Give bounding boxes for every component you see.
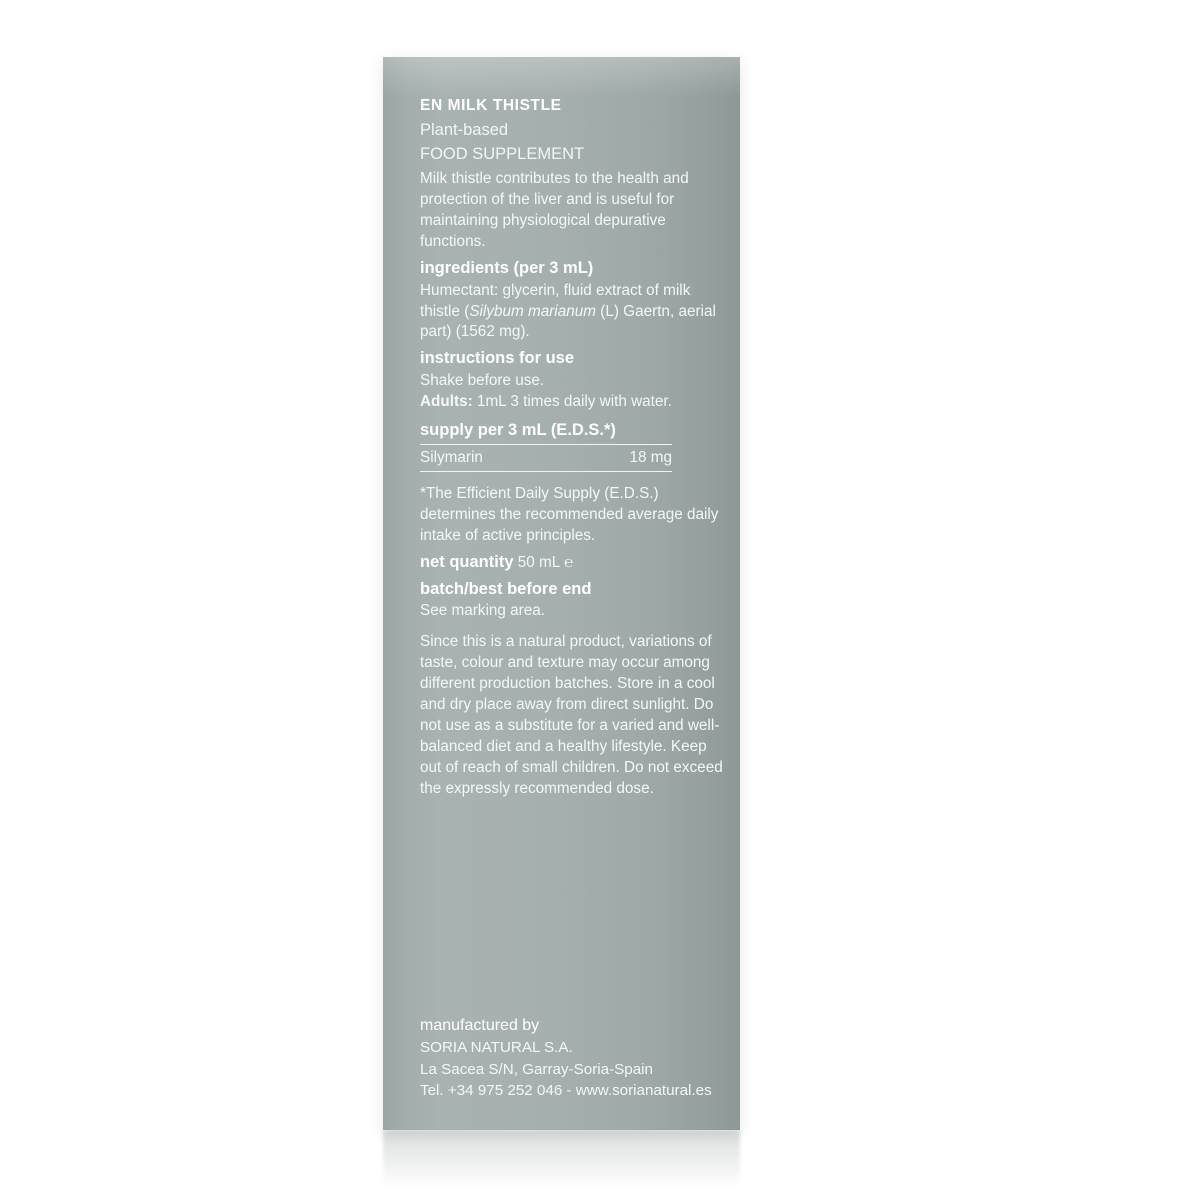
brand-title: EN MILK THISTLE xyxy=(420,97,562,114)
instructions-heading: instructions for use xyxy=(420,349,575,368)
net-quantity-label: net quantity xyxy=(420,552,514,571)
product-type-line-2: FOOD SUPPLEMENT xyxy=(420,144,585,163)
box-reflection xyxy=(383,1130,740,1188)
health-claim-text: Milk thistle contributes to the health and protection of the liver and is useful for maintaining physiological depurative functions. xyxy=(420,170,689,251)
net-quantity-value: 50 mL ℮ xyxy=(513,553,574,571)
supplement-package-box xyxy=(383,57,740,1130)
warnings-text: Since this is a natural product, variations of taste, colour and texture may occur among different production batches. Store in a cool and dry place away from direct sunlight. Do not use as a substitute for a varied and well-balanced diet and a healthy lifestyle. Keep out of reach of small children. Do not exceed the expressly recommended dose. xyxy=(420,633,723,798)
product-type-line-1: Plant-based xyxy=(420,121,509,140)
supply-row-name: Silymarin xyxy=(420,448,483,466)
supply-table-row xyxy=(420,445,672,472)
ingredients-botanical-name: Silybum marianum xyxy=(469,302,596,320)
supply-row-amount: 18 mg xyxy=(629,448,672,466)
dose-text: 1mL 3 times daily with water. xyxy=(472,392,672,410)
ingredients-text-part-1: Humectant: glycerin, fluid extract of milk thistle ( xyxy=(420,281,691,320)
ingredients-heading: ingredients (per 3 mL) xyxy=(420,259,594,278)
instructions-line-1: Shake before use. xyxy=(420,371,545,389)
manufacturer-block xyxy=(420,1015,732,1102)
box-top-highlight xyxy=(383,57,740,97)
dose-label: Adults: xyxy=(420,392,473,410)
instructions-dose xyxy=(420,392,732,413)
batch-text: See marking area. xyxy=(420,602,545,620)
batch-heading: batch/best before end xyxy=(420,580,592,599)
supply-table xyxy=(420,421,672,472)
ingredients-text-part-2: (L) Gaertn, aerial part) (1562 mg). xyxy=(420,302,716,341)
manufacturer-heading: manufactured by xyxy=(420,1016,540,1034)
manufacturer-address: La Sacea S/N, Garray-Soria-Spain xyxy=(420,1060,653,1078)
ingredients-text xyxy=(420,281,732,344)
package-label-panel xyxy=(420,95,732,800)
net-quantity-line xyxy=(420,551,732,574)
manufacturer-company: SORIA NATURAL S.A. xyxy=(420,1039,573,1057)
supply-footnote: *The Efficient Daily Supply (E.D.S.) determines the recommended average daily intake of active principles. xyxy=(420,484,719,544)
manufacturer-contact: Tel. +34 975 252 046 - www.sorianatural.es xyxy=(420,1082,712,1100)
supply-table-heading: supply per 3 mL (E.D.S.*) xyxy=(420,421,672,445)
